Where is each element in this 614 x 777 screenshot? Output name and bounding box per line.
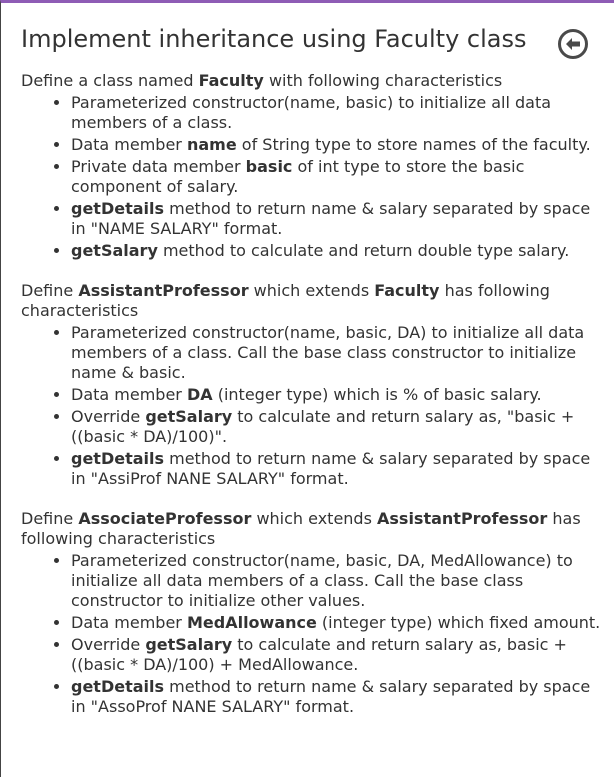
intro-text: Define xyxy=(21,281,79,300)
member-keyword: getSalary xyxy=(71,241,158,260)
member-keyword: getDetails xyxy=(71,449,165,468)
list-item xyxy=(71,449,601,489)
class-section xyxy=(21,281,601,489)
list-item xyxy=(71,407,601,447)
item-text: Data member xyxy=(71,135,187,154)
list-item xyxy=(71,613,601,633)
back-arrow-circle-icon xyxy=(557,28,589,60)
page-title: Implement inheritance using Faculty class xyxy=(21,25,527,53)
item-text: Parameterized constructor(name, basic, DA) to initialize all data members of a class. Call the base class constructor to initialize name & basic. xyxy=(71,323,585,382)
item-text: Override xyxy=(71,407,146,426)
member-keyword: getDetails xyxy=(71,677,165,696)
item-text: Private data member xyxy=(71,157,246,176)
page-header xyxy=(21,23,611,63)
list-item xyxy=(71,385,601,405)
list-item xyxy=(71,635,601,675)
list-item xyxy=(71,323,601,383)
item-text: of int type to store the basic component of salary. xyxy=(71,157,525,196)
characteristics-list xyxy=(21,323,601,489)
member-keyword: getSalary xyxy=(145,407,233,426)
member-keyword: getDetails xyxy=(71,199,165,218)
back-button[interactable] xyxy=(557,28,589,60)
class-name-keyword: AssistantProfessor xyxy=(377,509,548,528)
item-text: method to return name & salary separated by space in "AssiProf NANE SALARY" format. xyxy=(71,449,591,488)
intro-text: which extends xyxy=(251,509,378,528)
intro-text: Define a class named xyxy=(21,71,199,90)
class-name-keyword: Faculty xyxy=(374,281,440,300)
member-keyword: MedAllowance xyxy=(186,613,317,632)
list-item xyxy=(71,677,601,717)
class-name-keyword: AssistantProfessor xyxy=(78,281,249,300)
item-text: of String type to store names of the faculty. xyxy=(236,135,591,154)
item-text: (integer type) which is % of basic salary. xyxy=(212,385,542,404)
characteristics-list xyxy=(21,93,601,261)
list-item xyxy=(71,551,601,611)
intro-text: with following characteristics xyxy=(263,71,503,90)
intro-text: which extends xyxy=(248,281,375,300)
characteristics-list xyxy=(21,551,601,717)
item-text: to calculate and return salary as, basic + ((basic * DA)/100) + MedAllowance. xyxy=(71,635,567,674)
item-text: Parameterized constructor(name, basic) to initialize all data members of a class. xyxy=(71,93,552,132)
class-section xyxy=(21,71,601,261)
item-text: method to calculate and return double type salary. xyxy=(157,241,570,260)
intro-text: has following characteristics xyxy=(21,509,581,548)
member-keyword: basic xyxy=(245,157,293,176)
item-text: Override xyxy=(71,635,146,654)
member-keyword: getSalary xyxy=(145,635,233,654)
member-keyword: name xyxy=(186,135,237,154)
list-item xyxy=(71,241,601,261)
class-name-keyword: Faculty xyxy=(198,71,264,90)
intro-text: Define xyxy=(21,509,79,528)
item-text: method to return name & salary separated by space in "AssoProf NANE SALARY" format. xyxy=(71,677,591,716)
section-intro xyxy=(21,71,601,91)
item-text: method to return name & salary separated by space in "NAME SALARY" format. xyxy=(71,199,591,238)
class-name-keyword: AssociateProfessor xyxy=(78,509,252,528)
problem-description xyxy=(21,71,601,737)
intro-text: has following characteristics xyxy=(21,281,550,320)
section-intro xyxy=(21,509,601,549)
member-keyword: DA xyxy=(186,385,213,404)
item-text: Data member xyxy=(71,385,187,404)
list-item xyxy=(71,199,601,239)
class-section xyxy=(21,509,601,717)
item-text: (integer type) which fixed amount. xyxy=(316,613,601,632)
item-text: Parameterized constructor(name, basic, DA, MedAllowance) to initialize all data members of a class. Call the base class constructor to initialize other values. xyxy=(71,551,573,610)
list-item xyxy=(71,93,601,133)
section-intro xyxy=(21,281,601,321)
list-item xyxy=(71,157,601,197)
item-text: to calculate and return salary as, "basic + ((basic * DA)/100)". xyxy=(71,407,575,446)
item-text: Data member xyxy=(71,613,187,632)
list-item xyxy=(71,135,601,155)
